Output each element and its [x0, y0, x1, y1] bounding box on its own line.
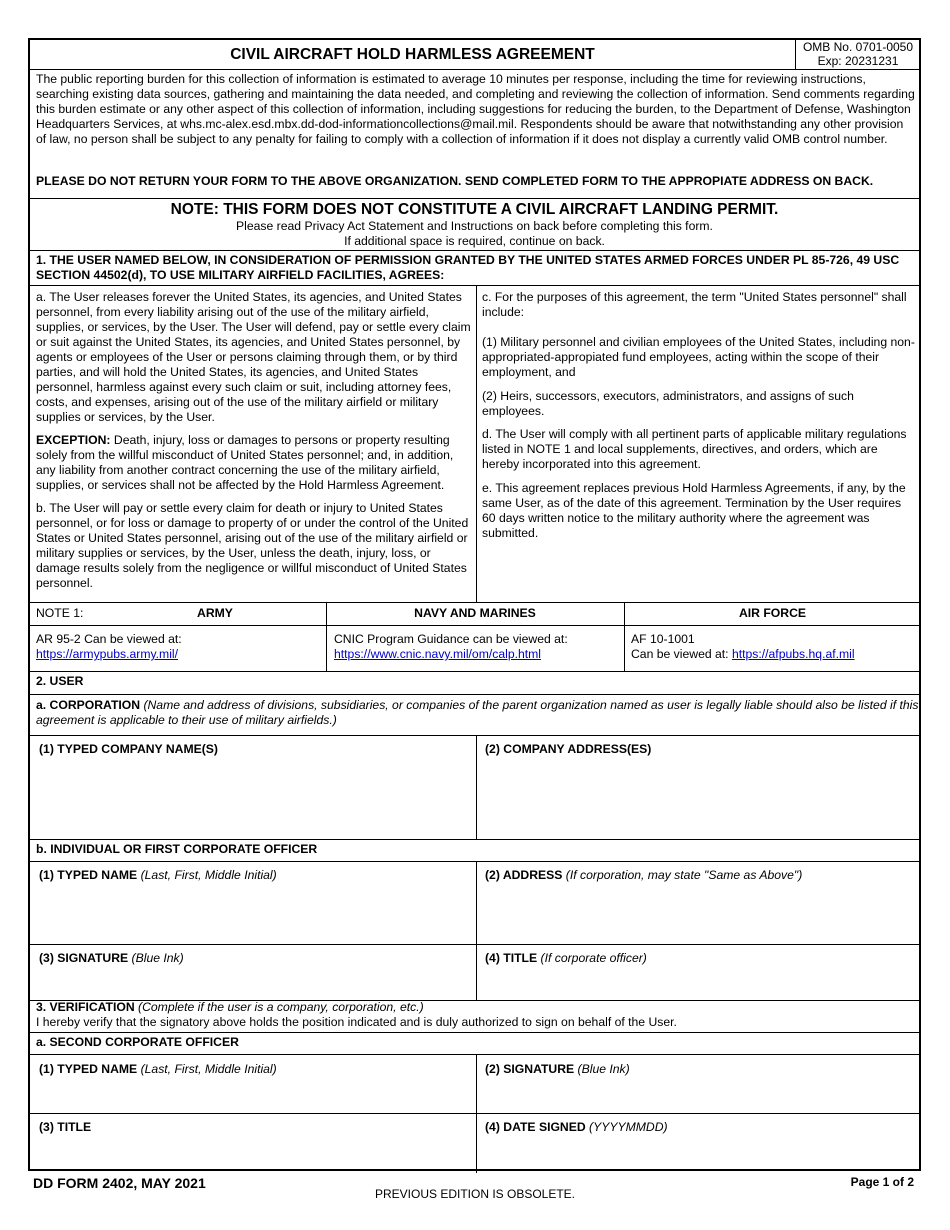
af-pubs-link[interactable]: https://afpubs.hq.af.mil — [731, 647, 855, 661]
section-1-heading: 1. THE USER NAMED BELOW, IN CONSIDERATION OF PERMISSION GRANTED BY THE UNITED STATES ARMED FORCES UNDER PL 85-726, 49 USC SECTION 44502(d), TO USE MILITARY AIRFIELD FACILITIES, AGREES: — [36, 253, 900, 282]
company-address-label: (2) COMPANY ADDRESS(ES) — [485, 742, 652, 756]
clause-d: d. The User will comply with all pertinent parts of applicable military regulations listed in NOTE 1 and local supplements, directives, and orders, which are hereby incorporated into this agreement. — [482, 427, 907, 471]
clause-exception: EXCEPTION: Death, injury, loss or damages to persons or property resulting solely from the willful misconduct of United States personnel; and, in addition, any liability from another contract concerning the use of the military airfield, supplies, or services shall not be affected by the Hold Harmless Agreement. — [36, 433, 454, 492]
verification-statement: I hereby verify that the signatory above holds the position indicated and is duly authorized to sign on behalf of the User. — [36, 1015, 677, 1029]
company-address-field[interactable] — [478, 760, 919, 837]
second-signature-field[interactable] — [478, 1080, 919, 1112]
af-regulation: AF 10-1001 — [631, 632, 695, 646]
air-force-header: AIR FORCE — [738, 606, 807, 620]
address-field[interactable] — [478, 886, 919, 942]
company-name-label: (1) TYPED COMPANY NAME(S) — [39, 742, 218, 756]
note-1-label: NOTE 1: — [36, 606, 84, 620]
af-view-text: Can be viewed at: — [631, 647, 732, 661]
air-force-reference — [631, 632, 916, 662]
address-label: (2) ADDRESS (If corporation, may state "Same as Above") — [485, 868, 803, 882]
second-typed-name-field[interactable] — [31, 1080, 474, 1112]
navy-guidance: CNIC Program Guidance can be viewed at: — [334, 632, 568, 646]
navy-cnic-link[interactable]: https://www.cnic.navy.mil/om/calp.html — [334, 647, 542, 661]
second-title-field[interactable] — [31, 1137, 474, 1170]
form-page — [28, 38, 921, 1171]
verification-heading: 3. VERIFICATION (Complete if the user is a company, corporation, etc.) — [36, 1000, 424, 1014]
omb-number-text: OMB No. 0701-0050 — [802, 40, 914, 54]
second-typed-name-label: (1) TYPED NAME (Last, First, Middle Initial) — [39, 1062, 277, 1076]
date-signed-field[interactable] — [478, 1137, 919, 1170]
second-signature-label: (2) SIGNATURE (Blue Ink) — [485, 1062, 630, 1076]
burden-statement: The public reporting burden for this collection of information is estimated to average 10 minutes per response, including the time for reviewing instructions, searching existing data sources, gathering and maintaining the data needed, and completing and reviewing the collection of information. Send comments regarding this burden estimate or any other aspect of this collection of information, including suggestions for reducing the burden, to the Department of Defense, Washington Headquarters Services, at whs.mc-alex.esd.mbx.dd-dod-informationcollections@mail.mil. Respondents should be aware that notwithstanding any other provision of law, no person shall be subject to any penalty for failing to comply with a collection of information if it does not display a currently valid OMB control number. — [36, 72, 915, 146]
omb-number — [795, 40, 921, 68]
army-regulation: AR 95-2 Can be viewed at: — [36, 632, 182, 646]
title-label: (4) TITLE (If corporate officer) — [485, 951, 647, 965]
clause-c: c. For the purposes of this agreement, the term "United States personnel" shall include: — [482, 290, 907, 319]
typed-name-label: (1) TYPED NAME (Last, First, Middle Initial) — [39, 868, 277, 882]
signature-field[interactable] — [31, 968, 474, 998]
form-identifier: DD FORM 2402, MAY 2021 — [33, 1175, 206, 1191]
navy-reference — [334, 632, 619, 662]
section-1-right-column — [482, 290, 918, 541]
corporation-heading: a. CORPORATION (Name and address of divisions, subsidiaries, or companies of the parent organization named as user is legally liable should also be listed if this agreement is applicable to their use of military airfields.) — [36, 698, 919, 727]
obsolete-notice: PREVIOUS EDITION IS OBSOLETE. — [374, 1187, 576, 1201]
individual-officer-heading: b. INDIVIDUAL OR FIRST CORPORATE OFFICER — [36, 842, 318, 856]
date-signed-label: (4) DATE SIGNED (YYYYMMDD) — [485, 1120, 668, 1134]
do-not-return-notice: PLEASE DO NOT RETURN YOUR FORM TO THE ABOVE ORGANIZATION. SEND COMPLETED FORM TO THE APPROPIATE ADDRESS ON BACK. — [36, 174, 874, 188]
omb-expiration: Exp: 20231231 — [817, 54, 899, 68]
note-line-1: Please read Privacy Act Statement and Instructions on back before completing this form. — [236, 219, 713, 233]
clause-c2: (2) Heirs, successors, executors, administrators, and assigns of such employees. — [482, 389, 854, 418]
signature-label: (3) SIGNATURE (Blue Ink) — [39, 951, 184, 965]
second-title-label: (3) TITLE — [39, 1120, 92, 1134]
section-1-left-column — [36, 290, 472, 591]
army-header: ARMY — [197, 606, 233, 620]
second-officer-heading: a. SECOND CORPORATE OFFICER — [36, 1035, 239, 1049]
note-title: NOTE: THIS FORM DOES NOT CONSTITUTE A CIVIL AIRCRAFT LANDING PERMIT. — [170, 201, 779, 218]
title-field[interactable] — [478, 968, 919, 998]
army-pubs-link[interactable]: https://armypubs.army.mil/ — [36, 647, 178, 661]
section-2-heading: 2. USER — [36, 674, 84, 688]
navy-marines-header: NAVY AND MARINES — [414, 606, 536, 620]
page-number: Page 1 of 2 — [850, 1175, 914, 1189]
typed-name-field[interactable] — [31, 886, 474, 942]
clause-c1: (1) Military personnel and civilian employees of the United States, including non-appropriated-appropiated fund employees, acting within the scope of their employment, and — [482, 335, 915, 379]
clause-b: b. The User will pay or settle every claim for death or injury to United States personnel, or for loss or damage to property of or under the control of the United States or United States personnel, arising out of the use of the military airfield or military supplies or services, by the User, unless the death, injury, loss, or damage results solely from the negligence or willful misconduct of United States personnel. — [36, 501, 469, 590]
clause-a: a. The User releases forever the United States, its agencies, and United States personnel, from every liability arising out of the use of the military airfield, supplies, or services, by the User. The User will defend, pay or settle every claim or suit against the United States, its agencies, and United States personnel, by agents or employees of the User or persons claiming through them, or by third parties, and will hold the United States, its agencies, and United States personnel, harmless against every such claim or suit, including attorney fees, costs, and expenses, arising out of the use of the military airfield or military supplies or services, by the User. — [36, 290, 471, 424]
clause-e: e. This agreement replaces previous Hold Harmless Agreements, if any, by the same User, as of the date of this agreement. Termination by the User requires 60 days written notice to the military authority where the agreement was submitted. — [482, 481, 906, 540]
company-name-field[interactable] — [31, 760, 474, 837]
form-title: CIVIL AIRCRAFT HOLD HARMLESS AGREEMENT — [230, 46, 595, 63]
army-reference — [36, 632, 321, 662]
note-line-2: If additional space is required, continue on back. — [344, 234, 605, 248]
